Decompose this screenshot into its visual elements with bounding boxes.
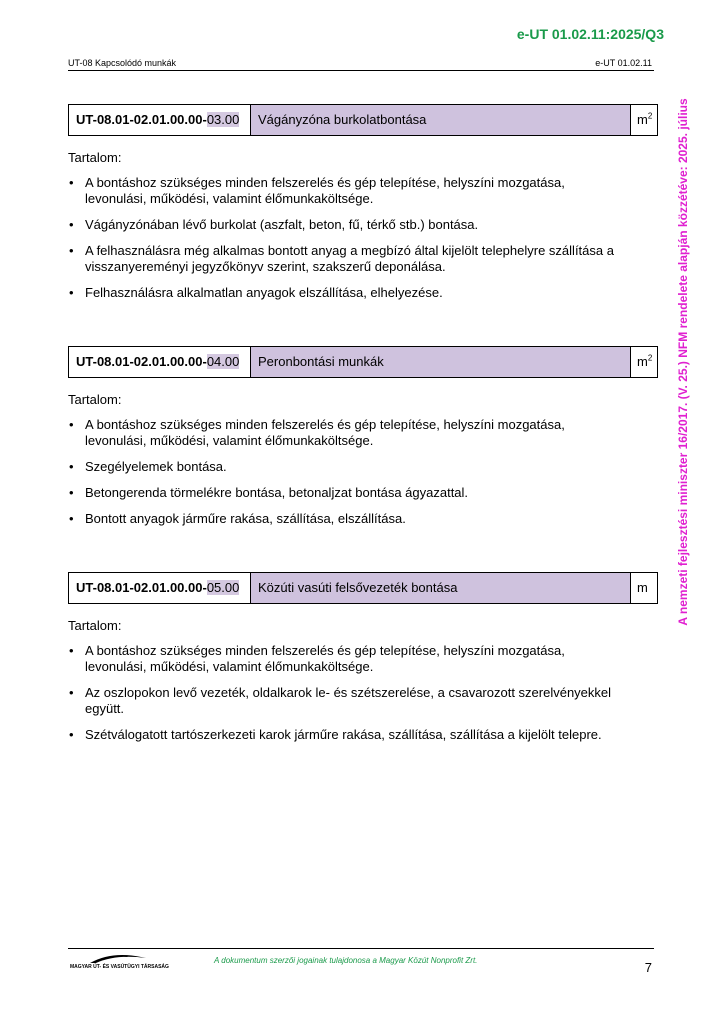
page-number: 7 [644,960,652,975]
header-section-title: UT-08 Kapcsolódó munkák [68,58,177,68]
list-item: • A bontáshoz szükséges minden felszerelés és gép telepítése, helyszíni mozgatása, levonulási, működési, valamint élőmunkaköltsége. [68,175,625,207]
logo-swoosh-icon [88,952,148,964]
item-title: Vágányzóna burkolatbontása [251,105,631,135]
item-title: Közúti vasúti felsővezeték bontása [251,573,631,603]
list-item: • Szegélyelemek bontása. [68,459,625,475]
work-item-04 [68,346,658,537]
list-item: • Az oszlopokon levő vezeték, oldalkarok le- és szétszerelése, a csavarozott szerelvényekkel együtt. [68,685,625,717]
item-header-table [68,346,658,378]
unit-text: m [637,354,648,369]
list-item: • Szétválogatott tartószerkezeti karok járműre rakása, szállítása, szállítása a kijelölt telepre. [68,727,625,743]
item-title: Peronbontási munkák [251,347,631,377]
item-code-prefix: UT-08.01-02.01.00.00- [76,354,207,369]
list-item: • A bontáshoz szükséges minden felszerelés és gép telepítése, helyszíni mozgatása, levonulási, működési, valamint élőmunkaköltsége. [68,643,625,675]
running-header [68,58,654,71]
item-unit [631,573,657,603]
footer-divider [68,948,654,949]
item-code-prefix: UT-08.01-02.01.00.00- [76,112,207,127]
work-item-05 [68,572,658,753]
unit-superscript: 2 [647,111,653,121]
item-header-table [68,104,658,136]
bullet-list [68,643,658,743]
item-code [69,105,251,135]
logo-text: MAGYAR ÚT- ÉS VASÚTÜGYI TÁRSASÁG [70,964,169,970]
organization-logo [70,952,170,974]
work-item-03 [68,104,658,311]
item-code [69,573,251,603]
list-item: • Felhasználásra alkalmatlan anyagok elszállítása, elhelyezése. [68,285,625,301]
header-doc-ref: e-UT 01.02.11 [595,58,652,68]
item-code-suffix: 04.00 [206,354,240,369]
side-note-text: A nemzeti fejlesztési miniszter 16/2017. (V. 25.) NFM rendelete alapján közzétéve: 2025. július [676,98,690,626]
list-item: • Bontott anyagok járműre rakása, szállítása, elszállítása. [68,511,625,527]
contents-label: Tartalom: [68,150,122,165]
list-item: • Vágányzónában lévő burkolat (aszfalt, beton, fű, térkő stb.) bontása. [68,217,625,233]
list-item: • A felhasználásra még alkalmas bontott anyag a megbízó által kijelölt telephelyre szállítása a visszanyereményi jegyzőkönyv szerint, szakszerű deponálása. [68,243,625,275]
item-code [69,347,251,377]
document-code: e-UT 01.02.11:2025/Q3 [516,26,664,42]
unit-text: m [637,112,648,127]
publication-side-note [668,92,698,632]
item-code-prefix: UT-08.01-02.01.00.00- [76,580,207,595]
item-code-suffix: 05.00 [206,580,240,595]
bullet-list [68,175,658,301]
list-item: • A bontáshoz szükséges minden felszerelés és gép telepítése, helyszíni mozgatása, levonulási, működési, valamint élőmunkaköltsége. [68,417,625,449]
copyright-notice: A dokumentum szerzői jogainak tulajdonosa a Magyar Közút Nonprofit Zrt. [214,956,478,965]
contents-label: Tartalom: [68,392,122,407]
unit-text: m [637,580,648,595]
unit-superscript: 2 [647,353,653,363]
bullet-list [68,417,658,527]
item-code-suffix: 03.00 [206,112,240,127]
list-item: • Betongerenda törmelékre bontása, betonaljzat bontása ágyazattal. [68,485,625,501]
item-unit [631,347,657,377]
contents-label: Tartalom: [68,618,122,633]
item-header-table [68,572,658,604]
item-unit [631,105,657,135]
